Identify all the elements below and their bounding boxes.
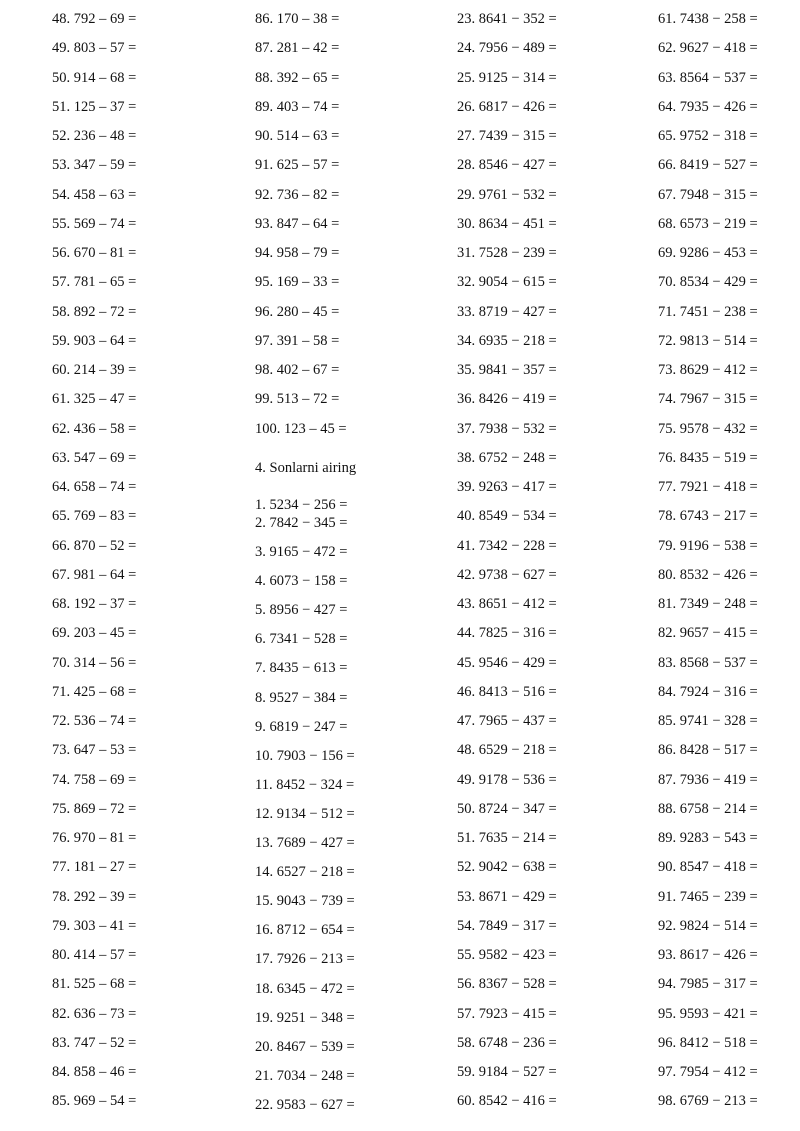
problem-item: 73. 8629 − 412 =	[658, 362, 758, 378]
problem-item: 98. 6769 − 213 =	[658, 1093, 758, 1110]
problem-item: 12. 9134 − 512 =	[255, 805, 355, 822]
problem-item: 62. 9627 − 418 =	[658, 40, 758, 57]
problem-item: 52. 236 – 48 =	[52, 128, 137, 144]
problem-item: 67. 981 – 64 =	[52, 566, 137, 583]
problem-item: 7. 8435 − 613 =	[255, 660, 348, 677]
problem-item: 84. 858 – 46 =	[52, 1064, 137, 1080]
problem-item: 78. 6743 − 217 =	[658, 508, 758, 525]
problem-item: 56. 8367 − 528 =	[457, 976, 557, 993]
problem-item: 1. 5234 − 256 =	[255, 497, 348, 513]
problem-item: 96. 8412 − 518 =	[658, 1034, 758, 1051]
problem-item: 70. 8534 − 429 =	[658, 274, 758, 291]
problem-item: 51. 7635 − 214 =	[457, 830, 557, 846]
problem-item: 72. 9813 − 514 =	[658, 332, 758, 349]
problem-item: 71. 425 – 68 =	[52, 683, 137, 700]
problem-item: 17. 7926 − 213 =	[255, 951, 355, 968]
problem-item: 58. 892 – 72 =	[52, 303, 137, 320]
problem-item: 30. 8634 − 451 =	[457, 215, 557, 232]
problem-item: 35. 9841 − 357 =	[457, 362, 557, 378]
problem-item: 79. 303 – 41 =	[52, 917, 137, 934]
problem-item: 57. 7923 − 415 =	[457, 1005, 557, 1022]
problem-item: 86. 8428 − 517 =	[658, 742, 758, 759]
problem-item: 68. 6573 − 219 =	[658, 215, 758, 232]
problem-item: 28. 8546 − 427 =	[457, 157, 557, 174]
problem-item: 83. 747 – 52 =	[52, 1034, 137, 1051]
problem-item: 40. 8549 − 534 =	[457, 508, 557, 525]
problem-item: 82. 9657 − 415 =	[658, 625, 758, 642]
problem-item: 86. 170 – 38 =	[255, 11, 340, 27]
problem-item: 18. 6345 − 472 =	[255, 980, 355, 997]
problem-item: 97. 391 – 58 =	[255, 332, 340, 349]
problem-item: 85. 9741 − 328 =	[658, 713, 758, 729]
problem-item: 59. 903 – 64 =	[52, 332, 137, 349]
problem-item: 87. 7936 − 419 =	[658, 771, 758, 788]
problem-item: 91. 7465 − 239 =	[658, 888, 758, 905]
problem-item: 74. 758 – 69 =	[52, 771, 137, 788]
problem-item: 24. 7956 − 489 =	[457, 40, 557, 57]
problem-item: 82. 636 – 73 =	[52, 1005, 137, 1022]
problem-item: 74. 7967 − 315 =	[658, 391, 758, 408]
problem-item: 81. 525 – 68 =	[52, 976, 137, 993]
problem-item: 67. 7948 − 315 =	[658, 186, 758, 203]
problem-item: 89. 9283 − 543 =	[658, 830, 758, 846]
problem-item: 69. 203 – 45 =	[52, 625, 137, 642]
problem-item: 84. 7924 − 316 =	[658, 683, 758, 700]
problem-item: 50. 8724 − 347 =	[457, 800, 557, 817]
problem-item: 91. 625 – 57 =	[255, 157, 340, 174]
problem-item: 52. 9042 − 638 =	[457, 859, 557, 876]
problem-item: 4. 6073 − 158 =	[255, 573, 348, 590]
section-title: 4. Sonlarni airing	[255, 460, 357, 476]
problem-item: 26. 6817 − 426 =	[457, 98, 557, 115]
problem-item: 55. 569 – 74 =	[52, 215, 137, 232]
problem-item: 92. 9824 − 514 =	[658, 917, 758, 934]
problem-item: 19. 9251 − 348 =	[255, 1009, 355, 1026]
problem-item: 77. 7921 − 418 =	[658, 479, 758, 495]
problem-item: 44. 7825 − 316 =	[457, 625, 557, 642]
problem-item: 80. 8532 − 426 =	[658, 566, 758, 583]
problem-item: 6. 7341 − 528 =	[255, 631, 348, 648]
problem-item: 100. 123 – 45 =	[255, 420, 347, 437]
problem-item: 15. 9043 − 739 =	[255, 893, 355, 910]
problem-item: 8. 9527 − 384 =	[255, 689, 348, 706]
problem-item: 89. 403 – 74 =	[255, 98, 340, 115]
problem-item: 54. 458 – 63 =	[52, 186, 137, 203]
problem-item: 11. 8452 − 324 =	[255, 776, 355, 793]
problem-item: 78. 292 – 39 =	[52, 888, 137, 905]
problem-item: 95. 169 – 33 =	[255, 274, 340, 291]
problem-item: 59. 9184 − 527 =	[457, 1064, 557, 1080]
problem-item: 72. 536 – 74 =	[52, 713, 137, 729]
problem-item: 71. 7451 − 238 =	[658, 303, 758, 320]
problem-item: 76. 8435 − 519 =	[658, 449, 758, 466]
problem-item: 29. 9761 − 532 =	[457, 186, 557, 203]
problem-item: 76. 970 – 81 =	[52, 830, 137, 846]
problem-item: 88. 6758 − 214 =	[658, 800, 758, 817]
problem-item: 87. 281 – 42 =	[255, 40, 340, 57]
problem-item: 48. 6529 − 218 =	[457, 742, 557, 759]
problem-item: 62. 436 – 58 =	[52, 420, 137, 437]
problem-item: 49. 803 – 57 =	[52, 40, 137, 57]
problem-item: 65. 9752 − 318 =	[658, 128, 758, 144]
problem-item: 10. 7903 − 156 =	[255, 747, 355, 764]
problem-item: 94. 958 – 79 =	[255, 245, 340, 261]
problem-item: 48. 792 – 69 =	[52, 11, 137, 27]
problem-item: 43. 8651 − 412 =	[457, 596, 557, 612]
problem-item: 64. 658 – 74 =	[52, 479, 137, 495]
problem-item: 70. 314 – 56 =	[52, 654, 137, 671]
problem-item: 50. 914 – 68 =	[52, 69, 137, 86]
problem-item: 81. 7349 − 248 =	[658, 596, 758, 612]
problem-item: 85. 969 – 54 =	[52, 1093, 137, 1110]
problem-item: 38. 6752 − 248 =	[457, 449, 557, 466]
problem-item: 68. 192 – 37 =	[52, 596, 137, 612]
problem-item: 58. 6748 − 236 =	[457, 1034, 557, 1051]
problem-item: 32. 9054 − 615 =	[457, 274, 557, 291]
problem-item: 65. 769 – 83 =	[52, 508, 137, 525]
problem-item: 98. 402 – 67 =	[255, 362, 340, 378]
problem-item: 73. 647 – 53 =	[52, 742, 137, 759]
problem-item: 95. 9593 − 421 =	[658, 1005, 758, 1022]
problem-item: 3. 9165 − 472 =	[255, 544, 348, 560]
problem-item: 93. 847 – 64 =	[255, 215, 340, 232]
problem-item: 31. 7528 − 239 =	[457, 245, 557, 261]
problem-item: 46. 8413 − 516 =	[457, 683, 557, 700]
problem-item: 79. 9196 − 538 =	[658, 537, 758, 554]
problem-item: 75. 869 – 72 =	[52, 800, 137, 817]
problem-item: 13. 7689 − 427 =	[255, 835, 355, 851]
problem-item: 14. 6527 − 218 =	[255, 864, 355, 881]
problem-item: 56. 670 – 81 =	[52, 245, 137, 261]
problem-item: 9. 6819 − 247 =	[255, 718, 348, 735]
problem-item: 64. 7935 − 426 =	[658, 98, 758, 115]
problem-item: 53. 347 – 59 =	[52, 157, 137, 174]
problem-item: 16. 8712 − 654 =	[255, 922, 355, 939]
problem-item: 60. 214 – 39 =	[52, 362, 137, 378]
problem-item: 55. 9582 − 423 =	[457, 947, 557, 963]
problem-item: 20. 8467 − 539 =	[255, 1038, 355, 1055]
problem-item: 66. 8419 − 527 =	[658, 157, 758, 174]
problem-item: 92. 736 – 82 =	[255, 186, 340, 203]
problem-item: 96. 280 – 45 =	[255, 303, 340, 320]
problem-item: 80. 414 – 57 =	[52, 947, 137, 963]
problem-item: 60. 8542 − 416 =	[457, 1093, 557, 1110]
problem-item: 33. 8719 − 427 =	[457, 303, 557, 320]
problem-item: 61. 7438 − 258 =	[658, 11, 758, 27]
problem-item: 53. 8671 − 429 =	[457, 888, 557, 905]
problem-item: 99. 513 – 72 =	[255, 391, 340, 408]
problem-item: 22. 9583 − 627 =	[255, 1096, 355, 1113]
problem-item: 94. 7985 − 317 =	[658, 976, 758, 993]
problem-item: 54. 7849 − 317 =	[457, 917, 557, 934]
problem-item: 45. 9546 − 429 =	[457, 654, 557, 671]
problem-item: 23. 8641 − 352 =	[457, 11, 557, 27]
problem-item: 25. 9125 − 314 =	[457, 69, 557, 86]
problem-item: 97. 7954 − 412 =	[658, 1064, 758, 1080]
problem-item: 57. 781 – 65 =	[52, 274, 137, 291]
problem-item: 69. 9286 − 453 =	[658, 245, 758, 261]
problem-item: 90. 514 – 63 =	[255, 128, 340, 144]
problem-item: 88. 392 – 65 =	[255, 69, 340, 86]
problem-item: 34. 6935 − 218 =	[457, 332, 557, 349]
problem-item: 39. 9263 − 417 =	[457, 479, 557, 495]
problem-item: 36. 8426 − 419 =	[457, 391, 557, 408]
problem-item: 27. 7439 − 315 =	[457, 128, 557, 144]
problem-item: 2. 7842 − 345 =	[255, 515, 348, 531]
problem-item: 51. 125 – 37 =	[52, 98, 137, 115]
problem-item: 77. 181 – 27 =	[52, 859, 137, 876]
problem-item: 75. 9578 − 432 =	[658, 420, 758, 437]
problem-item: 42. 9738 − 627 =	[457, 566, 557, 583]
problem-item: 63. 8564 − 537 =	[658, 69, 758, 86]
problem-item: 63. 547 – 69 =	[52, 449, 137, 466]
problem-item: 41. 7342 − 228 =	[457, 537, 557, 554]
problem-item: 93. 8617 − 426 =	[658, 947, 758, 963]
problem-item: 21. 7034 − 248 =	[255, 1067, 355, 1084]
problem-item: 47. 7965 − 437 =	[457, 713, 557, 729]
problem-item: 66. 870 – 52 =	[52, 537, 137, 554]
problem-item: 90. 8547 − 418 =	[658, 859, 758, 876]
problem-item: 83. 8568 − 537 =	[658, 654, 758, 671]
problem-item: 49. 9178 − 536 =	[457, 771, 557, 788]
problem-item: 37. 7938 − 532 =	[457, 420, 557, 437]
problem-item: 61. 325 – 47 =	[52, 391, 137, 408]
problem-item: 5. 8956 − 427 =	[255, 602, 348, 619]
